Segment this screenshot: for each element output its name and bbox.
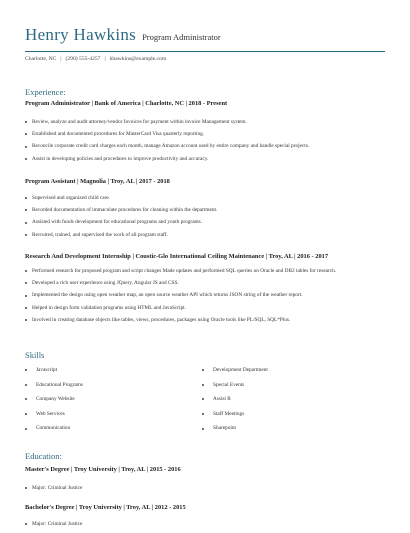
skill-item: Staff Meetings bbox=[202, 411, 268, 426]
skill-item: Sharepoint bbox=[202, 425, 268, 440]
list-item: Involved in creating database objects like tables, views, procedures, packages using Oracle tools like PL/SQL, SQL*Plus. bbox=[25, 317, 336, 329]
header-divider bbox=[25, 51, 385, 52]
job-bullet-list bbox=[25, 119, 309, 168]
experience-heading: Experience: bbox=[25, 87, 66, 97]
skill-item: Company Website bbox=[25, 396, 83, 411]
degree-bullet-list bbox=[25, 485, 82, 497]
job-heading: Research And Development Internship | Coustic-Glo International Ceiling Maintenance | Troy, AL | 2016 - 2017 bbox=[25, 253, 329, 260]
skill-item: Development Department bbox=[202, 367, 268, 382]
degree-heading: Master's Degree | Troy University | Troy, AL | 2015 - 2016 bbox=[25, 466, 181, 473]
contact-phone: (290) 555-4257 bbox=[65, 56, 101, 62]
contact-separator: | bbox=[60, 56, 62, 62]
skill-item: Web Services bbox=[25, 411, 83, 426]
job-heading: Program Assistant | Magnolia | Troy, AL | 2017 - 2018 bbox=[25, 178, 170, 185]
list-item: Review, analyze and audit attorney/vendor Invoices for payment within invoice Management system. bbox=[25, 119, 309, 131]
degree-bullet-list bbox=[25, 521, 82, 533]
list-item: Recruited, trained, and supervised the work of all program staff. bbox=[25, 232, 217, 244]
education-heading: Education: bbox=[25, 451, 62, 461]
contact-location: Charlotte, NC bbox=[25, 56, 57, 62]
name-row bbox=[25, 25, 385, 45]
list-item: Major: Criminal Justice bbox=[25, 521, 82, 533]
list-item: Performed research for proposed program and script changes Made updates and performed SQL queries on Oracle and DB2 tables for research. bbox=[25, 268, 336, 280]
skill-item: Assist R bbox=[202, 396, 268, 411]
skills-list-left bbox=[25, 367, 83, 440]
list-item: Reconcile corporate credit card charges each month, manage Amazon account used by entire company and handle special projects. bbox=[25, 143, 309, 155]
list-item: Supervised and organized child care. bbox=[25, 195, 217, 207]
skills-heading: Skills bbox=[25, 350, 45, 360]
skill-item: Javascript bbox=[25, 367, 83, 382]
job-bullet-list bbox=[25, 195, 217, 244]
degree-heading: Bachelor's Degree | Troy University | Troy, AL | 2012 - 2015 bbox=[25, 504, 186, 511]
contact-email: hhawkins@example.com bbox=[109, 56, 167, 62]
skill-item: Communication bbox=[25, 425, 83, 440]
resume-header bbox=[25, 25, 385, 45]
list-item: Implemented the design using open weather map, an open source weather API which returns JSON string of the weather report. bbox=[25, 292, 336, 304]
list-item: Assist in developing policies and procedures to improve productivity and accuracy. bbox=[25, 156, 309, 168]
skill-item: Educational Programs bbox=[25, 382, 83, 397]
contact-separator: | bbox=[104, 56, 106, 62]
list-item: Recorded documentation of immaculate procedures for cleaning within the department. bbox=[25, 207, 217, 219]
list-item: Major: Criminal Justice bbox=[25, 485, 82, 497]
contact-line bbox=[25, 56, 166, 62]
list-item: Helped in design form validation programs using HTML and JavaScript. bbox=[25, 305, 336, 317]
list-item: Developed a rich user experience using JQuery, Angular JS and CSS. bbox=[25, 280, 336, 292]
candidate-name: Henry Hawkins bbox=[25, 25, 137, 44]
candidate-role: Program Administrator bbox=[142, 32, 221, 42]
list-item: Established and documented procedures for MasterCard Visa quarterly reporting. bbox=[25, 131, 309, 143]
skills-list-right bbox=[202, 367, 268, 440]
skill-item: Special Events bbox=[202, 382, 268, 397]
list-item: Assisted with funds development for educational programs and youth programs. bbox=[25, 219, 217, 231]
job-bullet-list bbox=[25, 268, 336, 329]
job-heading: Program Administrator | Bank of America | Charlotte, NC | 2018 - Present bbox=[25, 100, 228, 107]
